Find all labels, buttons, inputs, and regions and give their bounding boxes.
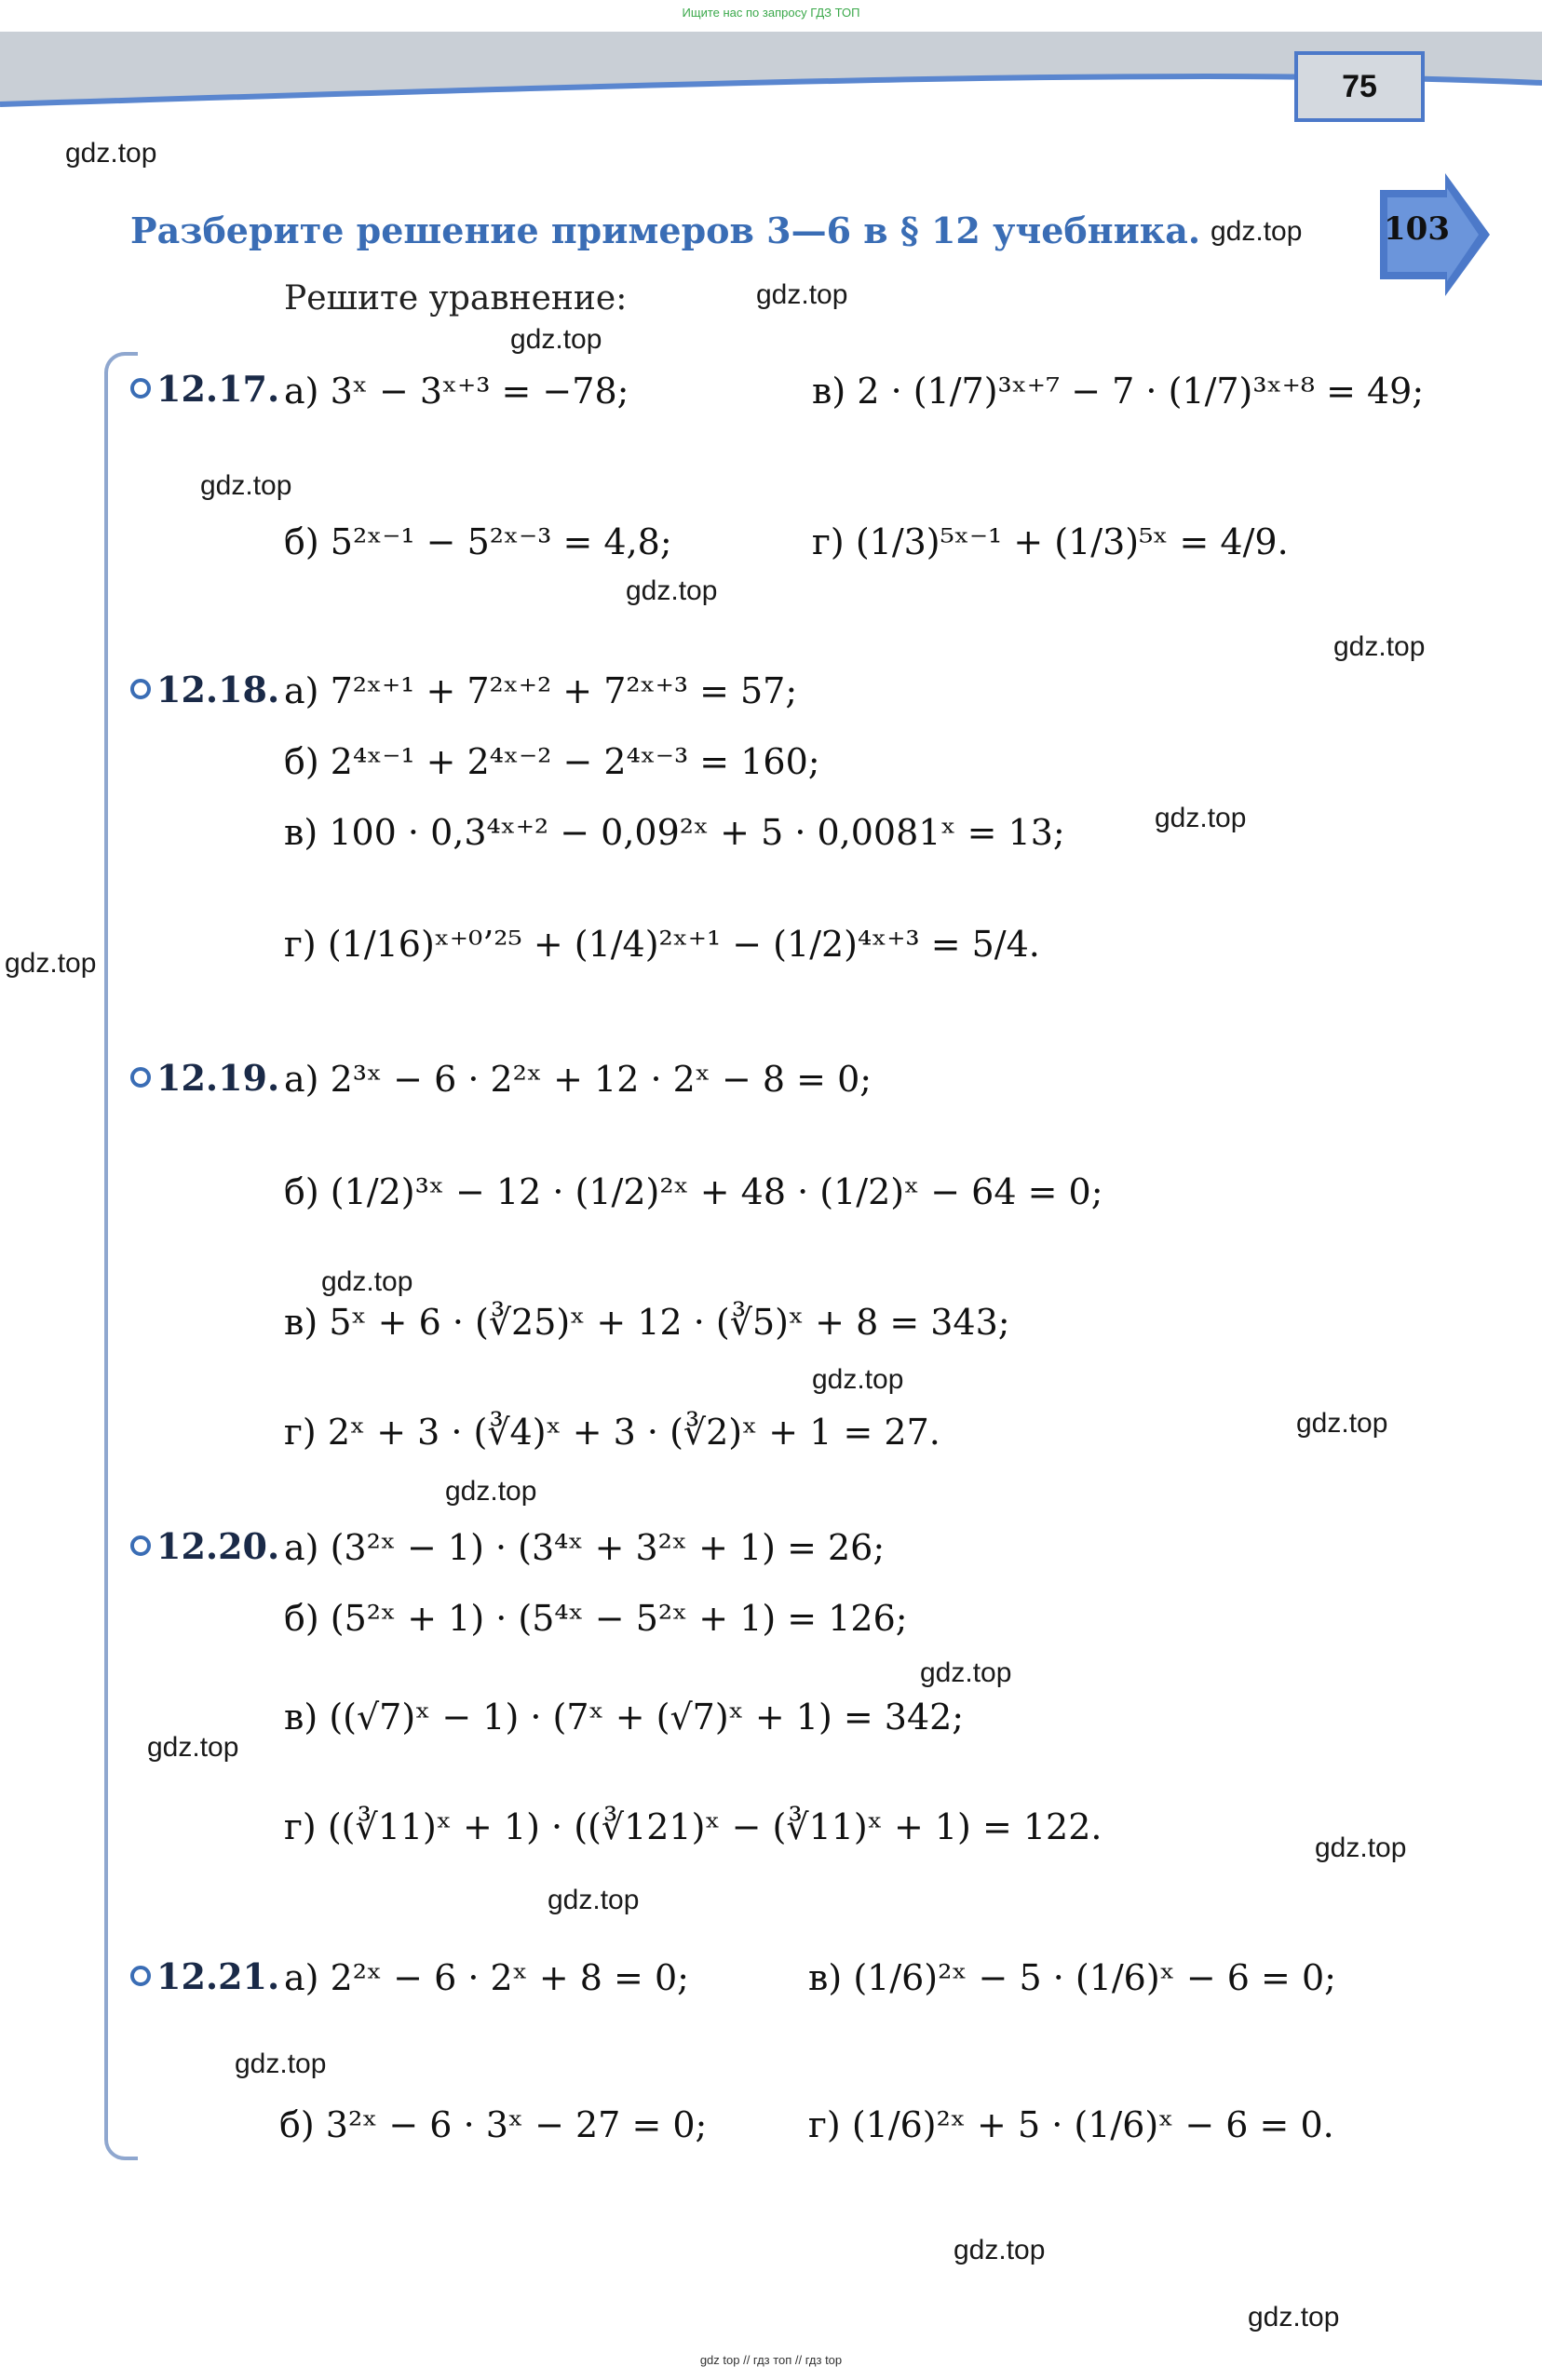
watermark: gdz.top [920, 1657, 1012, 1688]
watermark: gdz.top [1296, 1408, 1388, 1439]
reference-number: 103 [1384, 210, 1450, 248]
watermark: gdz.top [200, 470, 292, 501]
equation: г) (1/16)ˣ⁺⁰’²⁵ + (1/4)²ˣ⁺¹ − (1/2)⁴ˣ⁺³ = 5/4. [284, 924, 1040, 965]
problem-number: 12.20. [130, 1525, 279, 1567]
task-instruction: Решите уравнение: [284, 279, 628, 318]
bottom-note: gdz top // гдз топ // гдз top [699, 2353, 843, 2367]
watermark: gdz.top [235, 2049, 327, 2079]
problems-bracket [104, 352, 138, 2160]
equation: в) (1/6)²ˣ − 5 · (1/6)ˣ − 6 = 0; [808, 1957, 1336, 1998]
circle-marker-icon [130, 1067, 151, 1088]
watermark: gdz.top [510, 324, 602, 355]
watermark: gdz.top [1333, 631, 1426, 662]
equation: в) 2 · (1/7)³ˣ⁺⁷ − 7 · (1/7)³ˣ⁺⁸ = 49; [812, 371, 1425, 412]
problem-number: 12.21. [130, 1955, 279, 1997]
section-heading: Разберите решение примеров 3—6 в § 12 учебника. [130, 210, 1201, 251]
watermark: gdz.top [445, 1476, 537, 1507]
watermark: gdz.top [812, 1364, 904, 1395]
watermark: gdz.top [1155, 803, 1247, 833]
watermark: gdz.top [1315, 1832, 1407, 1863]
problem-number: 12.17. [130, 368, 279, 410]
equation: б) (1/2)³ˣ − 12 · (1/2)²ˣ + 48 · (1/2)ˣ − 64 = 0; [284, 1171, 1103, 1212]
equation: г) ((∛11)ˣ + 1) · ((∛121)ˣ − (∛11)ˣ + 1) = 122. [284, 1806, 1102, 1847]
equation: б) (5²ˣ + 1) · (5⁴ˣ − 5²ˣ + 1) = 126; [284, 1598, 908, 1639]
problem-number: 12.19. [130, 1057, 279, 1099]
watermark: gdz.top [1248, 2302, 1340, 2333]
equation: б) 3²ˣ − 6 · 3ˣ − 27 = 0; [279, 2104, 708, 2145]
watermark: gdz.top [65, 138, 157, 169]
circle-marker-icon [130, 1966, 151, 1986]
equation: а) 2³ˣ − 6 · 2²ˣ + 12 · 2ˣ − 8 = 0; [284, 1059, 872, 1100]
equation: б) 2⁴ˣ⁻¹ + 2⁴ˣ⁻² − 2⁴ˣ⁻³ = 160; [284, 741, 820, 782]
watermark: gdz.top [147, 1732, 239, 1763]
circle-marker-icon [130, 1535, 151, 1556]
problem-number: 12.18. [130, 669, 279, 710]
equation: а) 3ˣ − 3ˣ⁺³ = −78; [284, 371, 629, 412]
watermark: gdz.top [548, 1885, 640, 1915]
watermark: gdz.top [321, 1266, 413, 1297]
watermark: gdz.top [756, 279, 848, 310]
equation: а) 7²ˣ⁺¹ + 7²ˣ⁺² + 7²ˣ⁺³ = 57; [284, 670, 798, 711]
equation: б) 5²ˣ⁻¹ − 5²ˣ⁻³ = 4,8; [284, 521, 672, 562]
watermark: gdz.top [1211, 216, 1303, 247]
equation: г) (1/6)²ˣ + 5 · (1/6)ˣ − 6 = 0. [808, 2104, 1334, 2145]
equation: в) 100 · 0,3⁴ˣ⁺² − 0,09²ˣ + 5 · 0,0081ˣ = 13; [284, 812, 1065, 853]
top-note: Ищите нас по запросу ГДЗ ТОП [682, 6, 860, 20]
circle-marker-icon [130, 378, 151, 399]
equation: а) (3²ˣ − 1) · (3⁴ˣ + 3²ˣ + 1) = 26; [284, 1527, 886, 1568]
watermark: gdz.top [626, 575, 718, 606]
watermark: gdz.top [954, 2235, 1046, 2265]
equation: в) 5ˣ + 6 · (∛25)ˣ + 12 · (∛5)ˣ + 8 = 343; [284, 1302, 1010, 1343]
page-number: 75 [1294, 51, 1425, 122]
equation: г) (1/3)⁵ˣ⁻¹ + (1/3)⁵ˣ = 4/9. [812, 521, 1289, 562]
circle-marker-icon [130, 679, 151, 699]
equation: в) ((√7)ˣ − 1) · (7ˣ + (√7)ˣ + 1) = 342; [284, 1697, 965, 1738]
equation: г) 2ˣ + 3 · (∛4)ˣ + 3 · (∛2)ˣ + 1 = 27. [284, 1412, 940, 1453]
equation: а) 2²ˣ − 6 · 2ˣ + 8 = 0; [284, 1957, 689, 1998]
watermark: gdz.top [5, 948, 97, 979]
